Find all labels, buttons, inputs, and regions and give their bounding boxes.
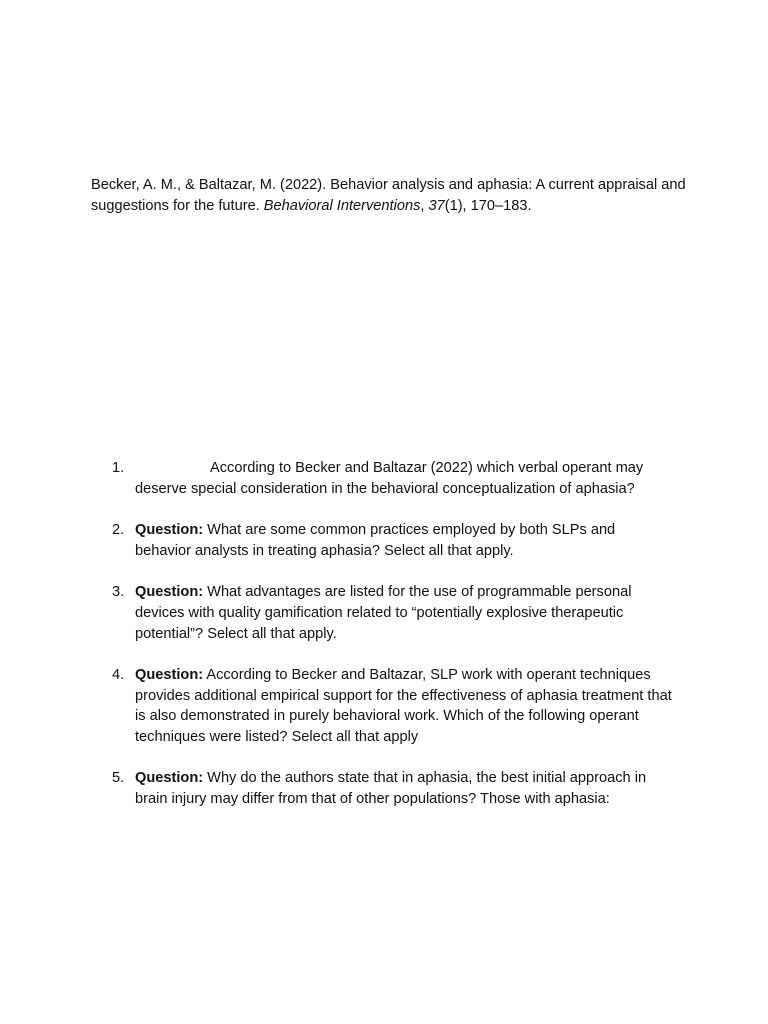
- question-text: According to Becker and Baltazar, SLP work with operant techniques provides additional empirical support for the effectiveness of aphasia treatment that is also demonstrated in purely behavioral work. Which of the following operant techniques were listed? Select all that apply: [135, 666, 672, 746]
- question-lead: Question:: [135, 666, 204, 683]
- question-number: 1.: [112, 460, 125, 476]
- question-item-1: [0, 458, 675, 499]
- citation-journal: Behavioral Interventions: [263, 197, 421, 214]
- citation-authors-title: Becker, A. M., & Baltazar, M. (2022). Behavior analysis and aphasia: A current appraisal and suggestions for the future.: [91, 177, 686, 214]
- question-number: 3.: [112, 584, 125, 601]
- question-number: 5.: [112, 770, 125, 787]
- question-number: 2.: [112, 522, 125, 539]
- question-lead: Question:: [135, 770, 204, 787]
- question-lead: Question:: [135, 584, 204, 601]
- reference-citation: [91, 175, 691, 216]
- question-lead: Question:: [135, 522, 204, 539]
- question-text: What are some common practices employed by both SLPs and behavior analysts in treating aphasia? Select all that apply.: [135, 522, 616, 559]
- citation-volume: 37: [428, 197, 445, 214]
- citation-issue-pages: (1), 170–183.: [444, 197, 532, 214]
- question-text: What advantages are listed for the use of programmable personal devices with quality gamification related to “potentially explosive therapeutic potential”? Select all that apply.: [135, 584, 632, 642]
- question-item-2: [0, 520, 675, 561]
- question-item-4: [0, 665, 675, 748]
- question-text: According to Becker and Baltazar (2022) which verbal operant may deserve special consideration in the behavioral conceptualization of aphasia?: [135, 460, 644, 497]
- question-item-5: [0, 768, 675, 809]
- question-number: 4.: [112, 666, 125, 683]
- question-text: Why do the authors state that in aphasia, the best initial approach in brain injury may differ from that of other populations? Those with aphasia:: [135, 770, 647, 808]
- question-list: [0, 458, 768, 831]
- question-item-3: [0, 582, 675, 644]
- citation-separator: ,: [420, 197, 429, 214]
